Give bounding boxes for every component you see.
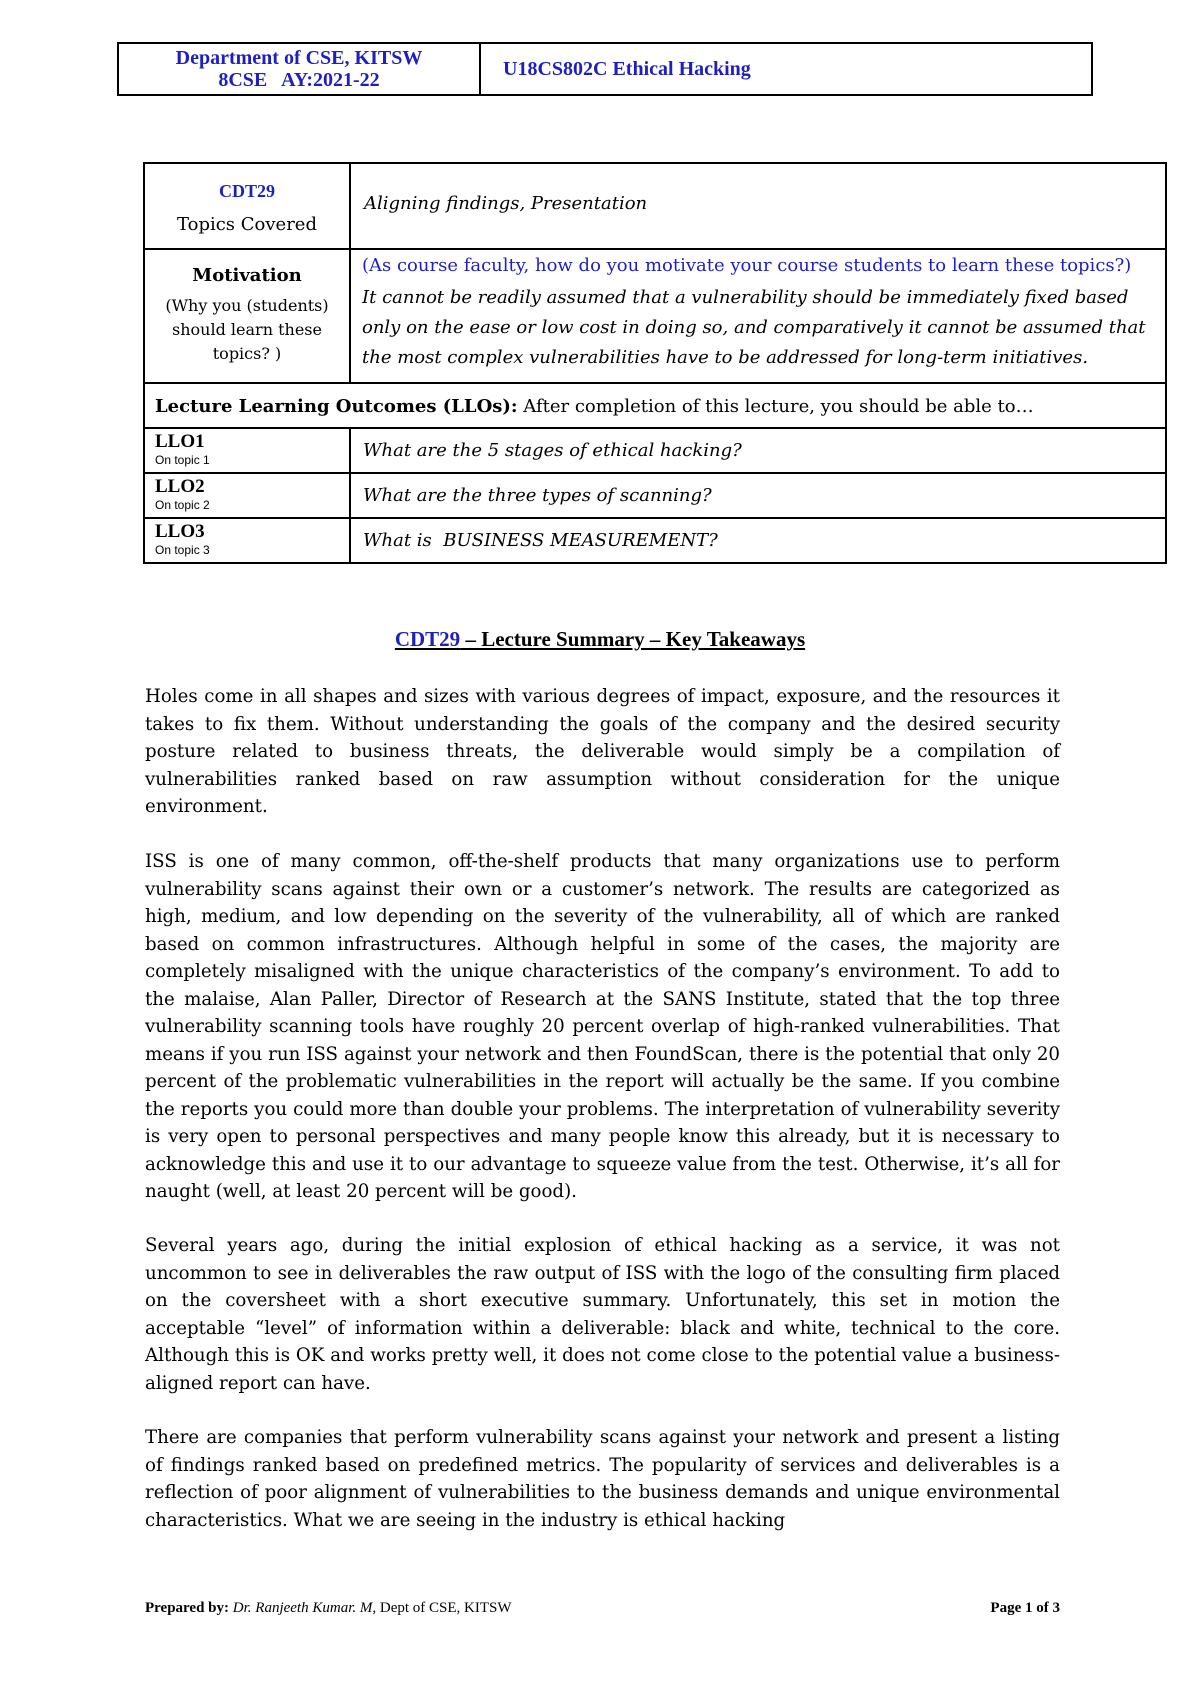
motivation-body: It cannot be readily assumed that a vulnerability should be immediately fixed based only on the ease or low cost in doing so, and comparatively it cannot be assumed that the most complex vulnerabilities have to be addressed for long-term initiatives. [362,287,1146,368]
footer-prepared [145,1600,512,1617]
llo-id: LLO3 [155,521,205,542]
llo-id-cell [144,518,350,563]
motivation-label: Motivation [192,265,302,286]
summary-paragraph: ISS is one of many common, off-the-shelf products that many organizations use to perform vulnerability scans against their own or a customer’s network. The results are categorized as high, medium, and low depending on the severity of the vulnerability, all of which are ranked based on common infrastructures. Although helpful in some of the cases, the majority are completely misaligned with the unique characteristics of the company’s environment. To add to the malaise, Alan Paller, Director of Research at the SANS Institute, stated that the top three vulnerability scanning tools have roughly 20 percent overlap of high-ranked vulnerabilities. That means if you run ISS against your network and then FoundScan, there is the potential that only 20 percent of the problematic vulnerabilities in the report will actually be the same. If you combine the reports you could more than double your problems. The interpretation of vulnerability severity is very open to personal perspectives and many people know this already, but it is necessary to acknowledge this and use it to our advantage to squeeze value from the test. Otherwise, it’s all for naught (well, at least 20 percent will be good). [145,851,1060,1202]
footer-dept: , Dept of CSE, KITSW [372,1600,512,1616]
topics-label: Topics Covered [177,214,317,235]
llo-topic: On topic 3 [155,543,210,557]
topics-cell [350,163,1166,249]
summary-paragraph: Holes come in all shapes and sizes with various degrees of impact, exposure, and the resources it takes to fix them. Without understanding the goals of the company and the desired security posture related to business threats, the deliverable would simply be a compilation of vulnerabilities ranked based on raw assumption without consideration for the unique environment. [145,686,1060,817]
motivation-label-cell [144,249,350,383]
summary-code: CDT29 [394,627,461,651]
llo-id: LLO1 [155,431,205,452]
summary-paragraph: There are companies that perform vulnerability scans against your network and present a listing of findings ranked based on predefined metrics. The popularity of services and deliverables is a reflection of poor alignment of vulnerabilities to the business demands and unique environmental characteristics. What we are seeing in the industry is ethical hacking [145,1427,1060,1531]
topics-covered: Aligning findings, Presentation [364,193,648,214]
topic-code: CDT29 [218,181,275,201]
llo-id-cell [144,428,350,473]
llo-heading [144,383,1166,428]
llo-heading-rest: After completion of this lecture, you should be able to… [517,396,1034,417]
llo-question: What are the 5 stages of ethical hacking? [350,428,1166,473]
llo-id-cell [144,473,350,518]
llo-topic: On topic 1 [155,453,210,467]
llo-id: LLO2 [155,476,205,497]
header-dept-line2: 8CSE AY:2021-22 [218,69,380,91]
footer-page-number: Page 1 of 3 [990,1600,1060,1616]
page-header [117,42,1093,96]
motivation-question: (As course faculty, how do you motivate your course students to learn these topics?) [362,255,1132,276]
llo-row [144,518,1166,563]
llo-heading-bold: Lecture Learning Outcomes (LLOs): [155,396,518,417]
footer-author: Dr. Ranjeeth Kumar. M [232,1600,373,1616]
page-footer [145,1600,1060,1617]
llo-question: What is BUSINESS MEASUREMENT? [350,518,1166,563]
topic-code-cell [144,163,350,249]
llo-row [144,428,1166,473]
header-dept-line1: Department of CSE, KITSW [175,47,423,69]
footer-prepared-label: Prepared by: [145,1600,233,1616]
llo-question: What are the three types of scanning? [350,473,1166,518]
header-department [119,44,481,94]
motivation-cell [350,249,1166,383]
header-course: U18CS802C Ethical Hacking [503,57,751,80]
summary-title [0,627,1200,652]
summary-title-rest: – Lecture Summary – Key Takeaways [460,627,806,651]
summary-paragraph: Several years ago, during the initial explosion of ethical hacking as a service, it was not uncommon to see in deliverables the raw output of ISS with the logo of the consulting firm placed on the coversheet with a short executive summary. Unfortunately, this set in motion the acceptable “level” of information within a deliverable: black and white, technical to the core. Although this is OK and works pretty well, it does not come close to the potential value a business-aligned report can have. [145,1235,1060,1394]
motivation-sub: (Why you (students) should learn these topics? ) [165,296,329,363]
llo-row [144,473,1166,518]
llo-topic: On topic 2 [155,498,210,512]
topic-table [143,162,1167,564]
